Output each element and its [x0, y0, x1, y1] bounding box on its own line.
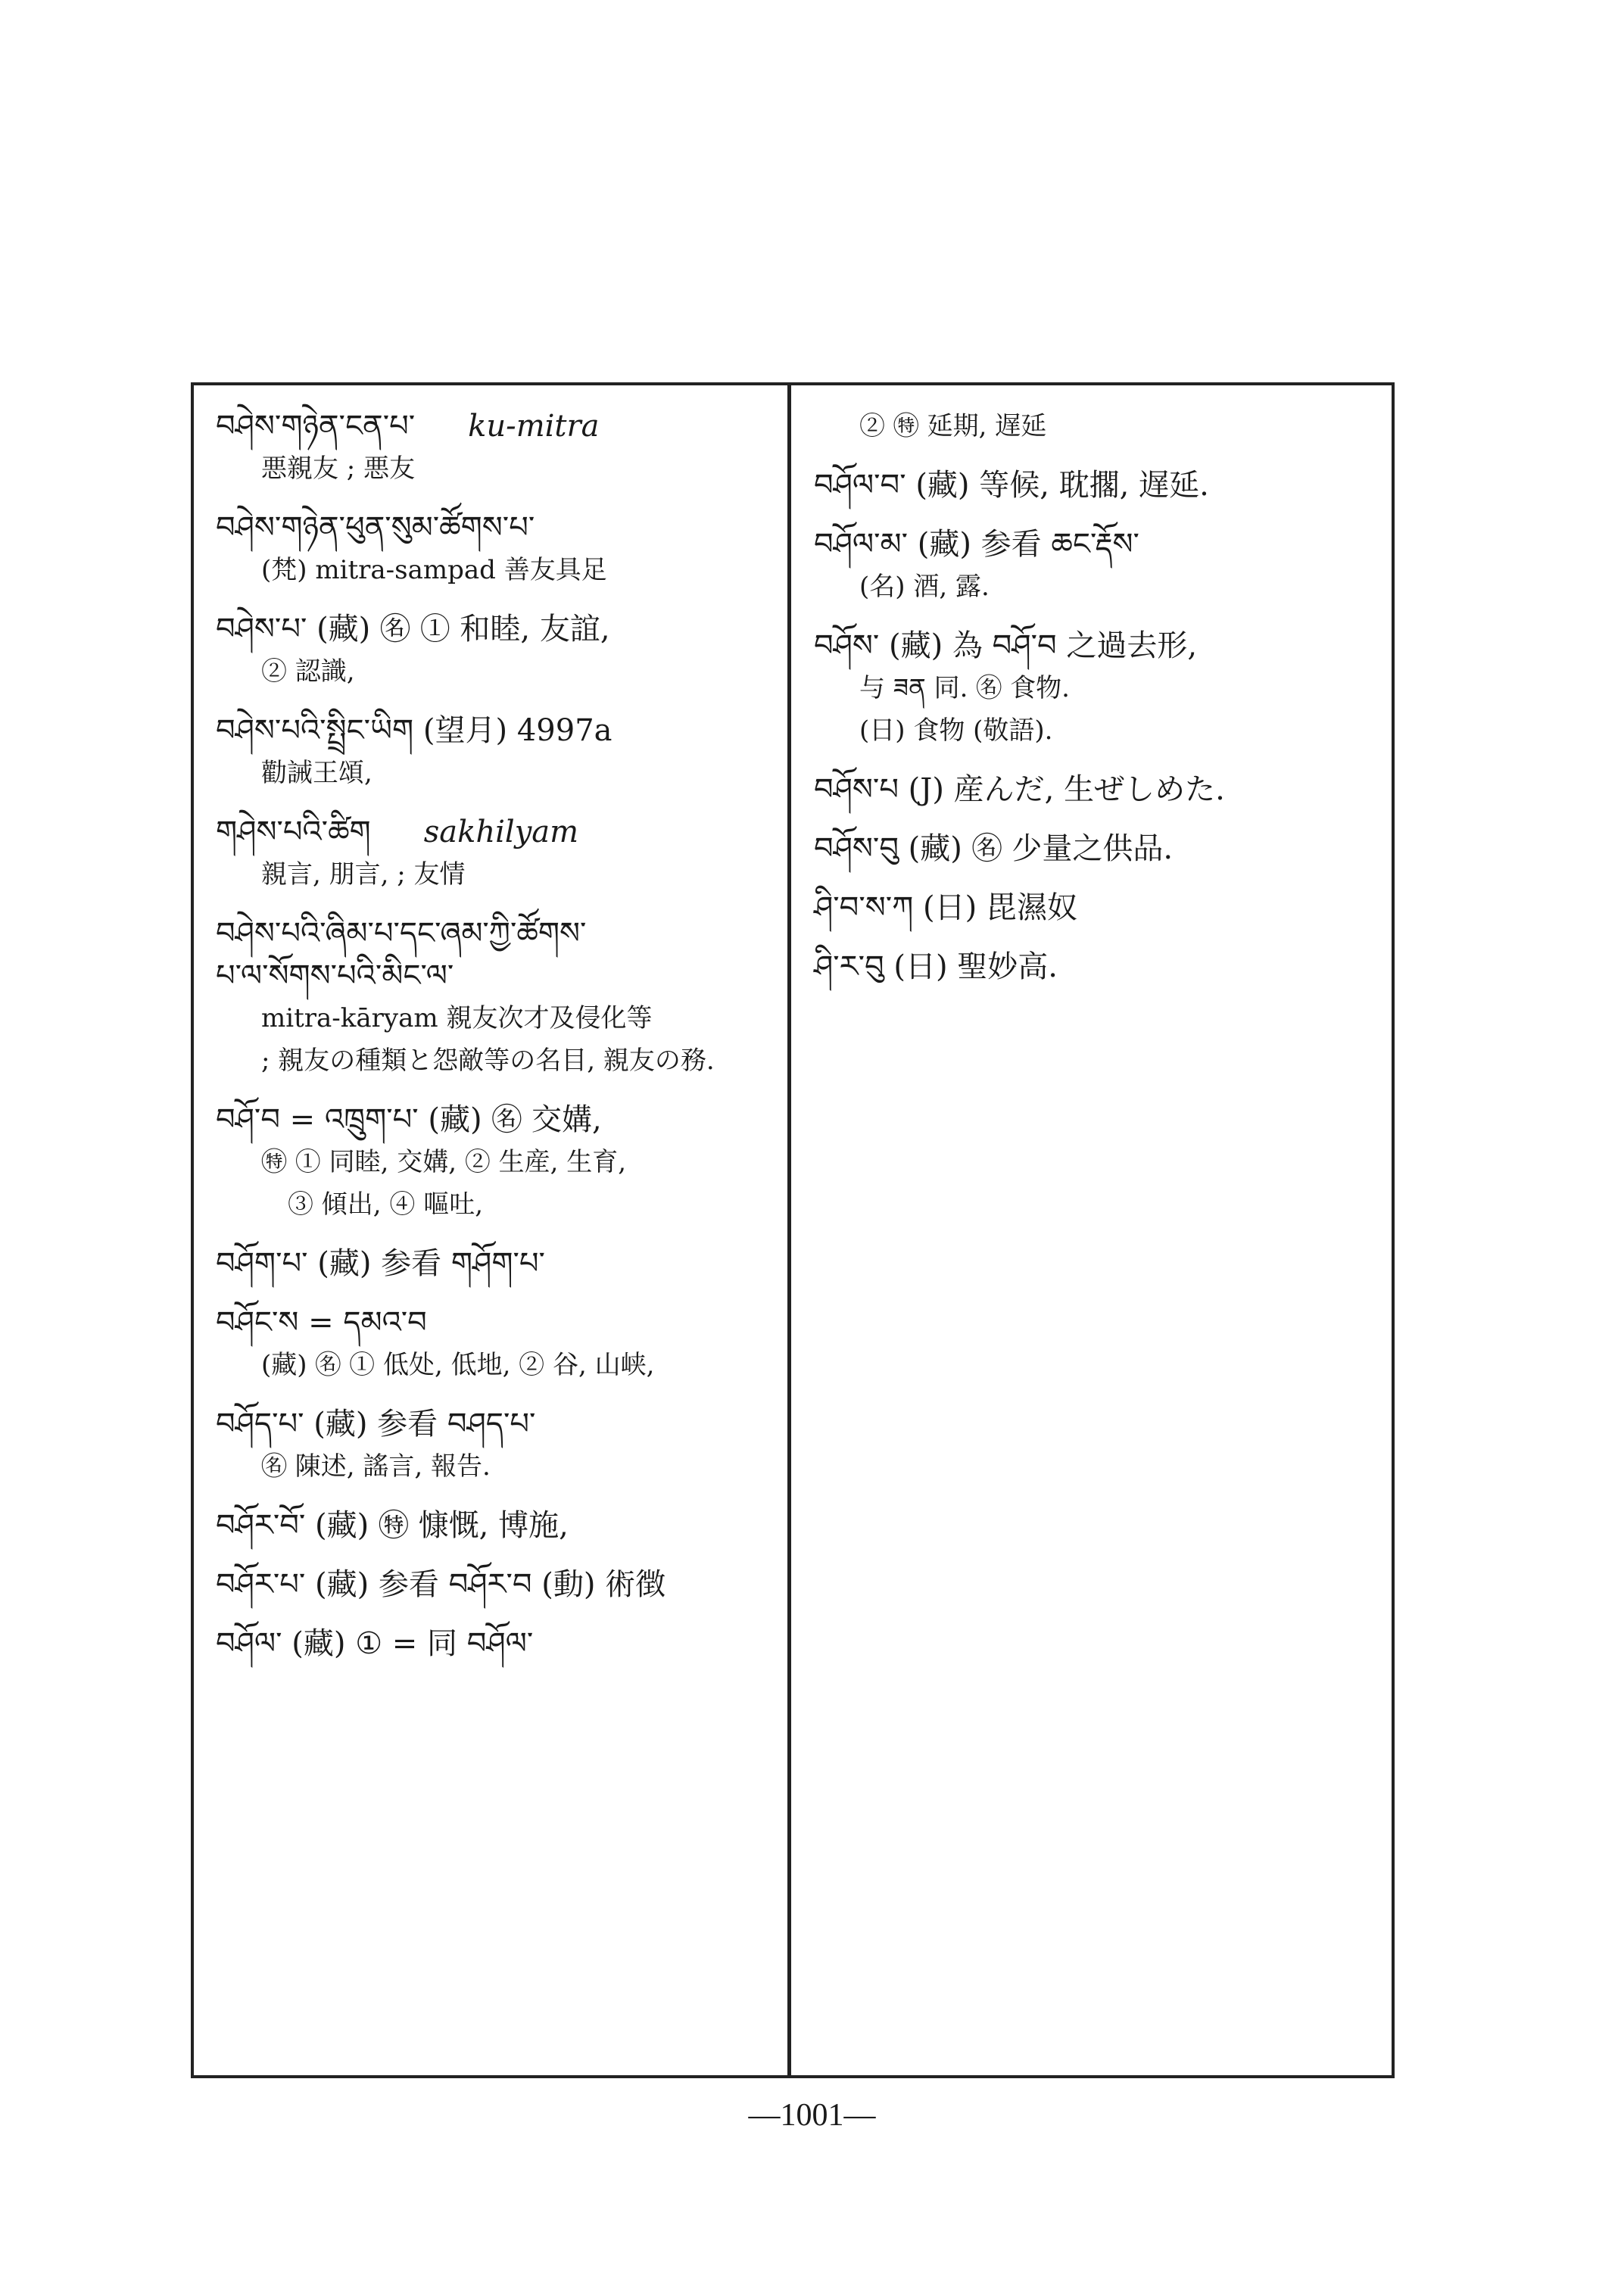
- entry-text: བཤོག་པ་ (藏) 参看 གཤོག་པ་: [216, 1246, 545, 1281]
- entry-definition: [216, 1039, 776, 1082]
- entry-headword: [216, 1622, 776, 1665]
- column-divider: [787, 382, 791, 2078]
- entry-definition: [814, 405, 1374, 447]
- entry-headword: [216, 1242, 776, 1285]
- entry-text: ② ㊕ 延期, 遅延: [859, 411, 1047, 441]
- dictionary-entry: [216, 709, 776, 794]
- entry-headword: [814, 828, 1374, 870]
- entry-definition: [216, 650, 776, 693]
- entry-text: 悪親友 ; 悪友: [261, 454, 416, 484]
- entry-text: mitra-kāryam 親友次才及侵化等: [261, 1003, 653, 1033]
- entry-text: བཤོ་བ = འཁྲུག་པ་ (藏) ㊔ 交媾,: [216, 1102, 602, 1137]
- entry-text: 勸誡王頌,: [261, 758, 372, 788]
- dictionary-entry: [814, 887, 1374, 929]
- entry-definition: [216, 752, 776, 794]
- entry-text: བཤོང་ས = དམའ་བ: [216, 1305, 427, 1340]
- dictionary-entry: [216, 912, 776, 1082]
- entry-headword: [814, 768, 1374, 811]
- entry-text: 与 ཟན 同. ㊔ 食物.: [859, 673, 1070, 703]
- entry-definition: [216, 447, 776, 490]
- entry-text: བཤོས་བུ (藏) ㊔ 少量之供品.: [814, 831, 1174, 866]
- dictionary-entry: [216, 1504, 776, 1547]
- dictionary-entry: [814, 405, 1374, 447]
- entry-headword: [814, 887, 1374, 929]
- entry-headword: [216, 1504, 776, 1547]
- entry-text: བཤེས་གཉེན་ངན་པ་: [216, 409, 416, 444]
- entry-text: (藏) ㊔ ① 低处, 低地, ② 谷, 山峡,: [261, 1350, 655, 1380]
- entry-text: ③ 傾出, ④ 嘔吐,: [288, 1189, 484, 1220]
- sanskrit-transliteration: ku-mitra: [468, 409, 600, 444]
- entry-text: ㊔ 陳述, 謠言, 報告.: [261, 1451, 491, 1482]
- entry-headword: [216, 811, 776, 853]
- entry-text: བཤོལ་ (藏) ① = 同 བཤོལ་: [216, 1626, 534, 1661]
- entry-definition: [216, 997, 776, 1039]
- dictionary-entry: [216, 608, 776, 693]
- entry-text: བཤེས་པའི་སྤྲིང་ཡིག (望月) 4997a: [216, 713, 613, 748]
- entry-text: བཤོར་བོ་ (藏) ㊕ 慷慨, 博施,: [216, 1508, 569, 1543]
- dictionary-entry: [814, 828, 1374, 870]
- entry-text: 親言, 朋言, ; 友情: [261, 859, 466, 890]
- entry-definition: [216, 549, 776, 591]
- dictionary-entry: [814, 625, 1374, 752]
- entry-definition: [814, 566, 1374, 608]
- entry-definition: [814, 709, 1374, 752]
- entry-headword: [814, 625, 1374, 667]
- entry-definition: [216, 955, 776, 997]
- entry-headword: [216, 1563, 776, 1606]
- entry-text: ② 認識,: [261, 656, 355, 687]
- left-column: [216, 405, 776, 1682]
- entry-definition: [814, 667, 1374, 709]
- entry-headword: [216, 1099, 776, 1141]
- dictionary-entry: [814, 768, 1374, 811]
- entry-headword: [216, 608, 776, 650]
- entry-text: པ་ལ་སོགས་པའི་མིང་ལ་: [216, 958, 454, 993]
- dictionary-entry: [216, 1622, 776, 1665]
- dictionary-entry: [216, 1301, 776, 1386]
- entry-text: (名) 酒, 露.: [859, 572, 990, 602]
- entry-definition: [216, 1183, 776, 1226]
- entry-headword: [216, 709, 776, 752]
- entry-headword: [814, 523, 1374, 566]
- entry-headword: [216, 912, 776, 955]
- dictionary-entry: [216, 405, 776, 490]
- dictionary-entry: [216, 1403, 776, 1488]
- entry-text: ㊕ ① 同睦, 交媾, ② 生産, 生育,: [261, 1147, 627, 1177]
- entry-text: བཤོས་ (藏) 為 བཤོ་བ 之過去形,: [814, 628, 1198, 663]
- entry-text: བཤོས་པ (J) 産んだ, 生ぜしめた.: [814, 772, 1225, 807]
- entry-definition: [216, 1344, 776, 1386]
- entry-headword: [216, 1403, 776, 1445]
- page-number: —1001—: [748, 2098, 876, 2133]
- dictionary-entry: [216, 1242, 776, 1285]
- entry-text: བཤེས་གཉེན་ཕུན་སུམ་ཚོགས་པ་: [216, 510, 535, 545]
- dictionary-entry: [216, 811, 776, 896]
- entry-headword: [216, 1301, 776, 1344]
- entry-headword: [216, 405, 776, 447]
- entry-text: གཤེས་པའི་ཚིག: [216, 815, 371, 849]
- entry-text: བཤེས་པ་ (藏) ㊔ ① 和睦, 友誼,: [216, 612, 610, 647]
- entry-text: བཤོལ་མ་ (藏) 参看 ཆང་རྡོས་: [814, 527, 1139, 562]
- entry-definition: [216, 1445, 776, 1488]
- entry-text: ཤི་བ་ས་ཀ (日) 毘濕奴: [814, 890, 1077, 925]
- dictionary-entry: [814, 523, 1374, 608]
- entry-definition: [216, 853, 776, 896]
- entry-text: བཤོར་པ་ (藏) 参看 བཤོར་བ (動) 術徴: [216, 1567, 666, 1602]
- entry-text: (梵) mitra-sampad 善友具足: [261, 555, 607, 585]
- entry-text: བཤེས་པའི་ཞིམ་པ་དང་ཞམ་ཀྱི་ཚོགས་: [216, 916, 587, 951]
- entry-text: བཤོལ་བ་ (藏) 等候, 耽擱, 遅延.: [814, 468, 1209, 503]
- dictionary-entry: [814, 464, 1374, 506]
- right-column: [814, 405, 1374, 1005]
- dictionary-entry: [216, 506, 776, 591]
- entry-definition: [216, 1141, 776, 1183]
- entry-text: (日) 食物 (敬語).: [859, 715, 1053, 746]
- entry-text: ; 親友の種類と怨敵等の名目, 親友の務.: [261, 1046, 715, 1076]
- entry-text: བཤོད་པ་ (藏) 参看 བཤད་པ་: [216, 1407, 536, 1442]
- entry-headword: [814, 946, 1374, 988]
- dictionary-entry: [814, 946, 1374, 988]
- entry-headword: [814, 464, 1374, 506]
- sanskrit-transliteration: sakhilyam: [423, 815, 579, 849]
- dictionary-entry: [216, 1563, 776, 1606]
- dictionary-entry: [216, 1099, 776, 1226]
- entry-text: ཤི་ར་བུ (日) 聖妙高.: [814, 949, 1058, 984]
- entry-headword: [216, 506, 776, 549]
